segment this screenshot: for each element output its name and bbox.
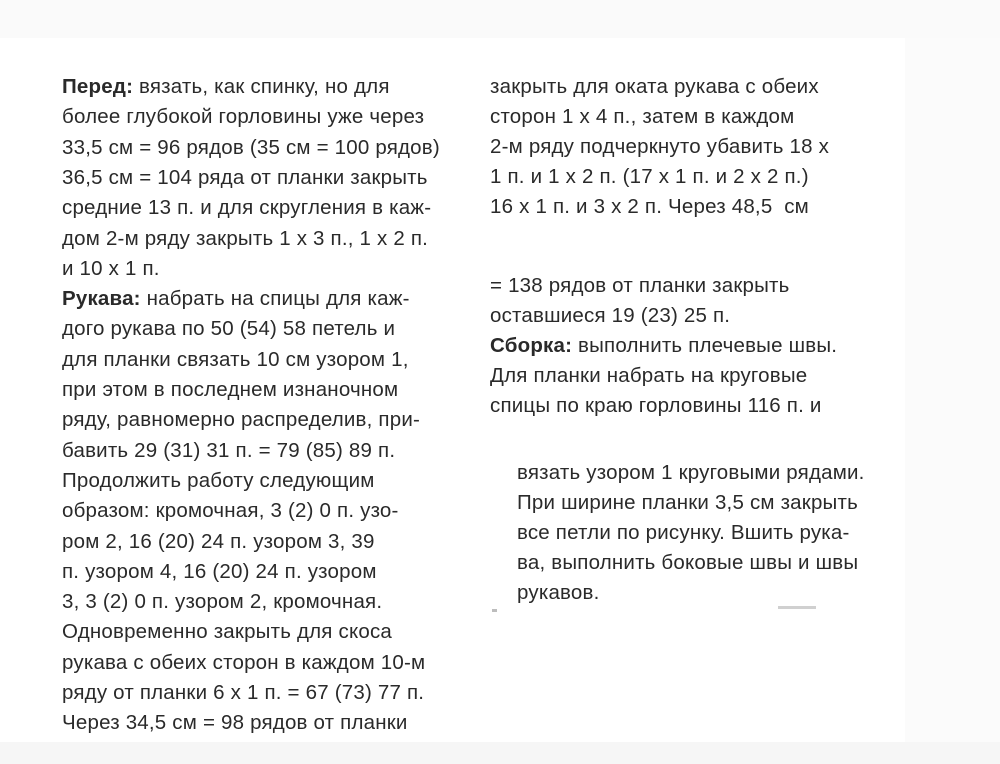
line-text: рукава с обеих сторон в каждом 10-м xyxy=(62,650,426,674)
text-line xyxy=(62,497,448,525)
text-line xyxy=(490,103,878,131)
text-line xyxy=(62,255,448,283)
text-line xyxy=(62,285,448,313)
text-line xyxy=(62,73,448,101)
text-line xyxy=(62,225,448,253)
line-text: Для планки набрать на круговые xyxy=(490,364,808,387)
text-line xyxy=(62,103,448,131)
text-line xyxy=(62,194,448,222)
line-text: Одновременно закрыть для скоса xyxy=(62,620,392,644)
text-line xyxy=(62,467,448,495)
line-text: дого рукава по 50 (54) 58 петель и xyxy=(62,317,396,341)
line-text: 2-м ряду подчеркнуто убавить 18 х xyxy=(490,135,830,158)
text-line xyxy=(62,134,448,162)
line-text: оставшиеся 19 (23) 25 п. xyxy=(490,304,731,327)
text-line xyxy=(62,649,448,677)
line-text: дом 2-м ряду закрыть 1 х 3 п., 1 х 2 п. xyxy=(62,226,429,250)
line-text: при этом в последнем изнаночном xyxy=(62,378,399,401)
line-text: набрать на спицы для каж- xyxy=(140,287,410,311)
text-line xyxy=(62,346,448,374)
text-line xyxy=(490,302,878,330)
line-text: средние 13 п. и для скругления в каж- xyxy=(62,196,432,220)
line-text: ряду, равномерно распределив, при- xyxy=(62,408,421,432)
text-line xyxy=(62,315,448,343)
line-text: Продолжить работу следующим xyxy=(62,468,375,492)
text-line xyxy=(490,332,878,360)
text-line xyxy=(62,406,448,434)
line-text: ряду от планки 6 х 1 п. = 67 (73) 77 п. xyxy=(62,681,425,704)
text-line xyxy=(62,618,448,646)
line-text: образом: кромочная, 3 (2) 0 п. узо- xyxy=(62,499,399,523)
text-line xyxy=(490,392,878,420)
text-line xyxy=(517,579,905,607)
line-text: рукавов. xyxy=(517,581,600,604)
line-text: вязать узором 1 круговыми рядами. xyxy=(517,461,865,484)
section-heading: Сборка: xyxy=(490,334,573,357)
line-text: 3, 3 (2) 0 п. узором 2, кромочная. xyxy=(62,590,383,614)
right-column-middle xyxy=(490,272,880,417)
text-line xyxy=(490,272,878,300)
text-line xyxy=(62,709,448,737)
line-text: все петли по рисунку. Вшить рука- xyxy=(517,521,850,544)
line-text: и 10 х 1 п. xyxy=(62,256,160,280)
text-line xyxy=(62,528,448,556)
line-text: ва, выполнить боковые швы и швы xyxy=(517,551,859,574)
line-text: ром 2, 16 (20) 24 п. узором 3, 39 xyxy=(62,529,375,553)
line-text: п. узором 4, 16 (20) 24 п. узором xyxy=(62,559,377,583)
text-line xyxy=(517,549,905,577)
line-text: вязать, как спинку, но для xyxy=(133,75,390,98)
line-text: выполнить плечевые швы. xyxy=(572,334,838,357)
right-column-top xyxy=(490,73,880,218)
scan-shade-right xyxy=(905,38,1000,742)
text-line xyxy=(62,588,448,616)
line-text: более глубокой горловины уже через xyxy=(62,105,425,129)
text-line xyxy=(490,163,878,191)
scan-speck xyxy=(778,606,816,609)
text-line xyxy=(62,376,448,404)
line-text: 33,5 см = 96 рядов (35 см = 100 рядов) xyxy=(62,135,440,159)
text-line xyxy=(517,519,905,547)
text-line xyxy=(490,73,878,101)
scan-speck xyxy=(492,609,497,612)
text-line xyxy=(490,362,878,390)
section-heading: Рукава: xyxy=(62,287,141,311)
scan-shade-top xyxy=(0,0,1000,38)
line-text: При ширине планки 3,5 см закрыть xyxy=(517,491,858,514)
text-line xyxy=(517,489,905,517)
text-line xyxy=(62,164,448,192)
line-text: сторон 1 х 4 п., затем в каждом xyxy=(490,105,795,128)
line-text: Через 34,5 см = 98 рядов от планки xyxy=(62,711,408,735)
right-column-bottom xyxy=(517,459,907,604)
line-text: 16 х 1 п. и 3 х 2 п. Через 48,5 см xyxy=(490,195,809,218)
text-line xyxy=(62,558,448,586)
scan-shade-bottom xyxy=(0,742,1000,764)
line-text: для планки связать 10 см узором 1, xyxy=(62,347,409,371)
line-text: закрыть для оката рукава с обеих xyxy=(490,75,819,98)
line-text: 36,5 см = 104 ряда от планки закрыть xyxy=(62,165,428,189)
line-text: спицы по краю горловины 116 п. и xyxy=(490,394,822,417)
left-column xyxy=(62,73,448,741)
section-heading: Перед: xyxy=(62,75,134,98)
text-line xyxy=(490,133,878,161)
line-text: 1 п. и 1 х 2 п. (17 х 1 п. и 2 х 2 п.) xyxy=(490,165,809,188)
text-line xyxy=(62,679,448,707)
text-line xyxy=(62,437,448,465)
line-text: = 138 рядов от планки закрыть xyxy=(490,274,790,297)
text-line xyxy=(517,459,905,487)
line-text: бавить 29 (31) 31 п. = 79 (85) 89 п. xyxy=(62,438,396,462)
text-line xyxy=(490,193,878,221)
